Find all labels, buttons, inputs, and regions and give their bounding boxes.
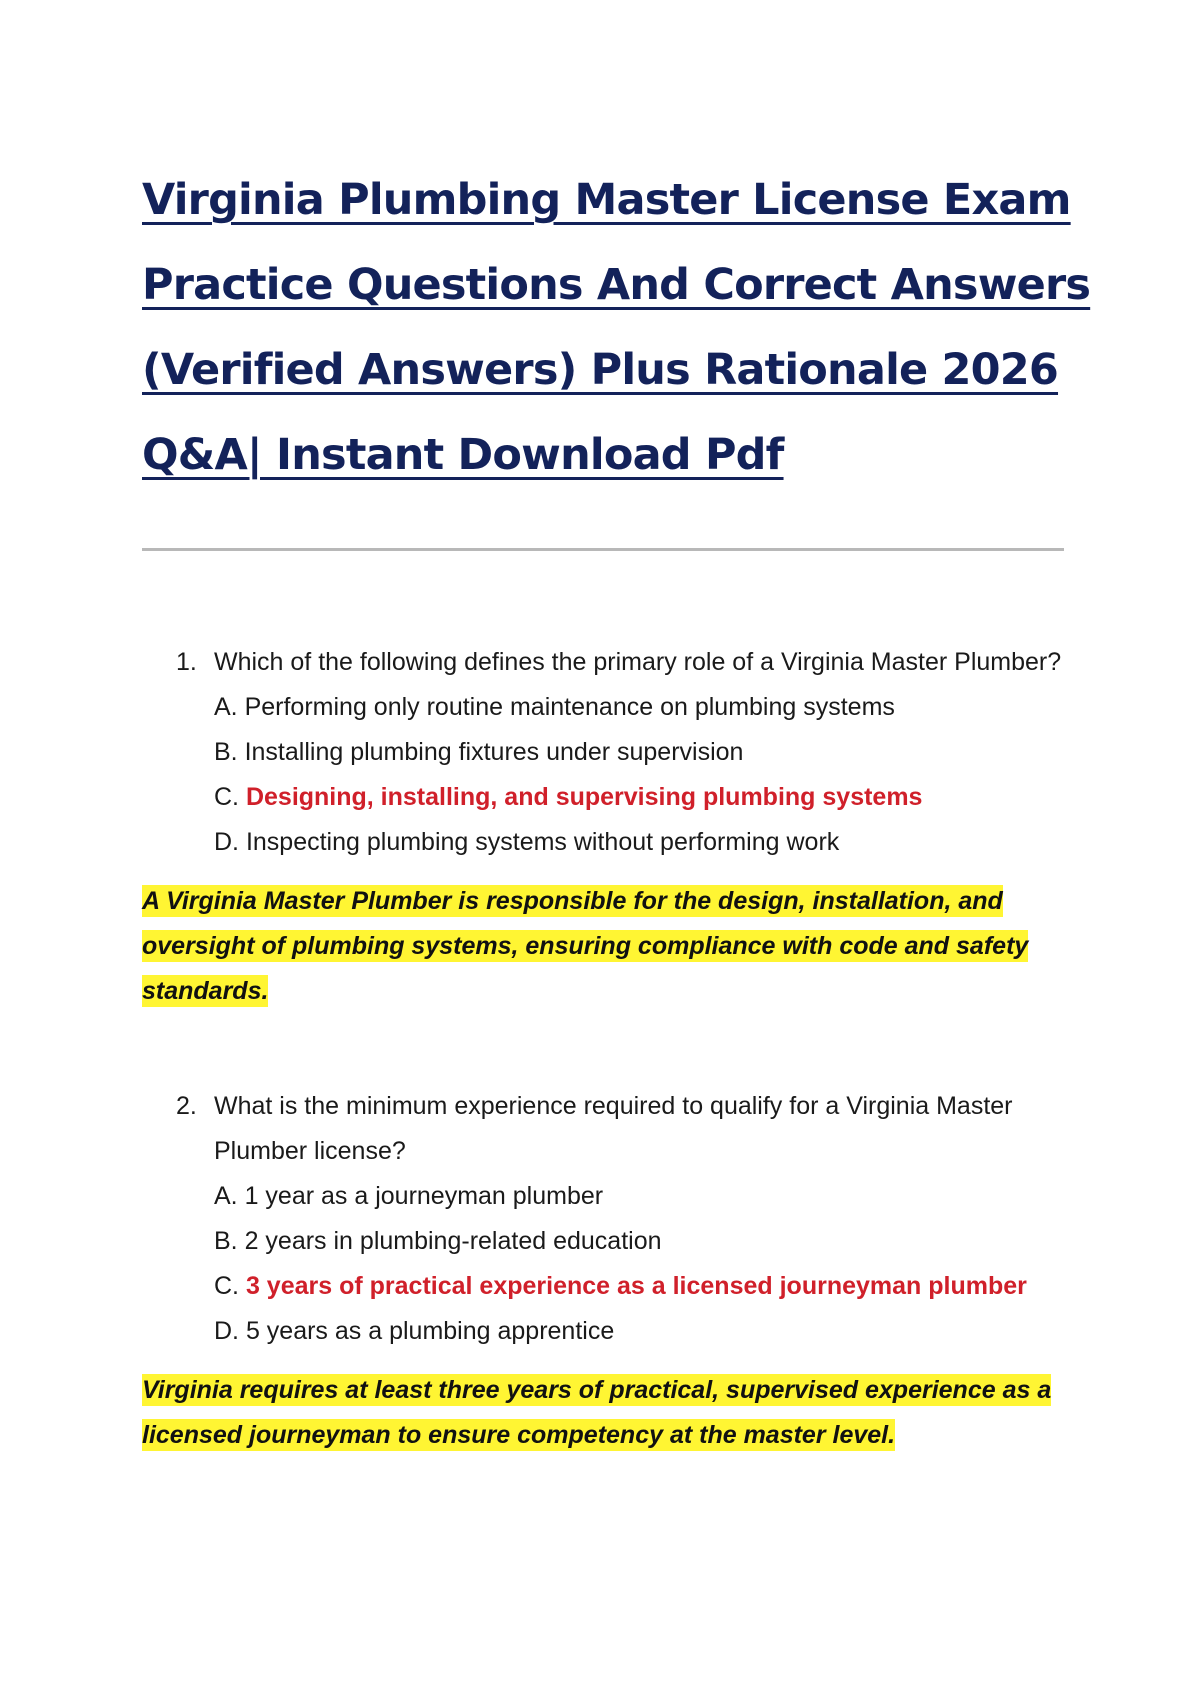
- rationale: [142, 879, 1072, 1014]
- option-letter: C.: [214, 1272, 239, 1300]
- answer-option-d: [214, 820, 1072, 865]
- question-text: What is the minimum experience required to qualify for a Virginia Master Plumber license?: [214, 1092, 1013, 1165]
- option-text: 1 year as a journeyman plumber: [244, 1182, 604, 1210]
- option-text: 2 years in plumbing-related education: [244, 1227, 662, 1255]
- answer-option-c-correct: [214, 1264, 1072, 1309]
- title-line: Q&A| Instant Download Pdf: [142, 430, 784, 480]
- option-text: Performing only routine maintenance on plumbing systems: [244, 693, 895, 721]
- option-text: 3 years of practical experience as a licensed journeyman plumber: [245, 1272, 1027, 1300]
- option-letter: C.: [214, 783, 239, 811]
- option-text: Installing plumbing fixtures under supervision: [244, 738, 744, 766]
- option-text: Inspecting plumbing systems without performing work: [245, 828, 840, 856]
- answer-option-b: [214, 730, 1072, 775]
- rationale: [142, 1368, 1072, 1458]
- question-2: [142, 1084, 1072, 1458]
- question-number: 1.: [176, 648, 197, 676]
- option-text: Designing, installing, and supervising plumbing systems: [245, 783, 923, 811]
- option-letter: D.: [214, 1317, 239, 1345]
- title-line: Virginia Plumbing Master License Exam: [142, 175, 1071, 225]
- option-letter: B.: [214, 738, 238, 766]
- document-title: [142, 158, 1091, 498]
- answer-options: [142, 1174, 1072, 1354]
- option-letter: B.: [214, 1227, 238, 1255]
- answer-option-d: [214, 1309, 1072, 1354]
- answer-option-a: [214, 685, 1072, 730]
- title-line: (Verified Answers) Plus Rationale 2026: [142, 345, 1059, 395]
- answer-option-b: [214, 1219, 1072, 1264]
- rationale-text: A Virginia Master Plumber is responsible for the design, installation, and oversight of plumbing systems, ensuring compliance with code and safety standards.: [142, 887, 1029, 1005]
- answer-option-a: [214, 1174, 1072, 1219]
- option-letter: A.: [214, 693, 238, 721]
- option-letter: D.: [214, 828, 239, 856]
- horizontal-divider: [142, 548, 1064, 551]
- rationale-text: Virginia requires at least three years of practical, supervised experience as a licensed journeyman to ensure competency at the master level.: [142, 1376, 1052, 1449]
- question-stem: [142, 1084, 1072, 1174]
- answer-option-c-correct: [214, 775, 1072, 820]
- title-line: Practice Questions And Correct Answers: [142, 260, 1091, 310]
- question-stem: [142, 640, 1072, 685]
- question-number: 2.: [176, 1092, 197, 1120]
- question-text: Which of the following defines the primary role of a Virginia Master Plumber?: [214, 648, 1062, 676]
- option-letter: A.: [214, 1182, 238, 1210]
- question-1: [142, 640, 1072, 1014]
- answer-options: [142, 685, 1072, 865]
- option-text: 5 years as a plumbing apprentice: [245, 1317, 615, 1345]
